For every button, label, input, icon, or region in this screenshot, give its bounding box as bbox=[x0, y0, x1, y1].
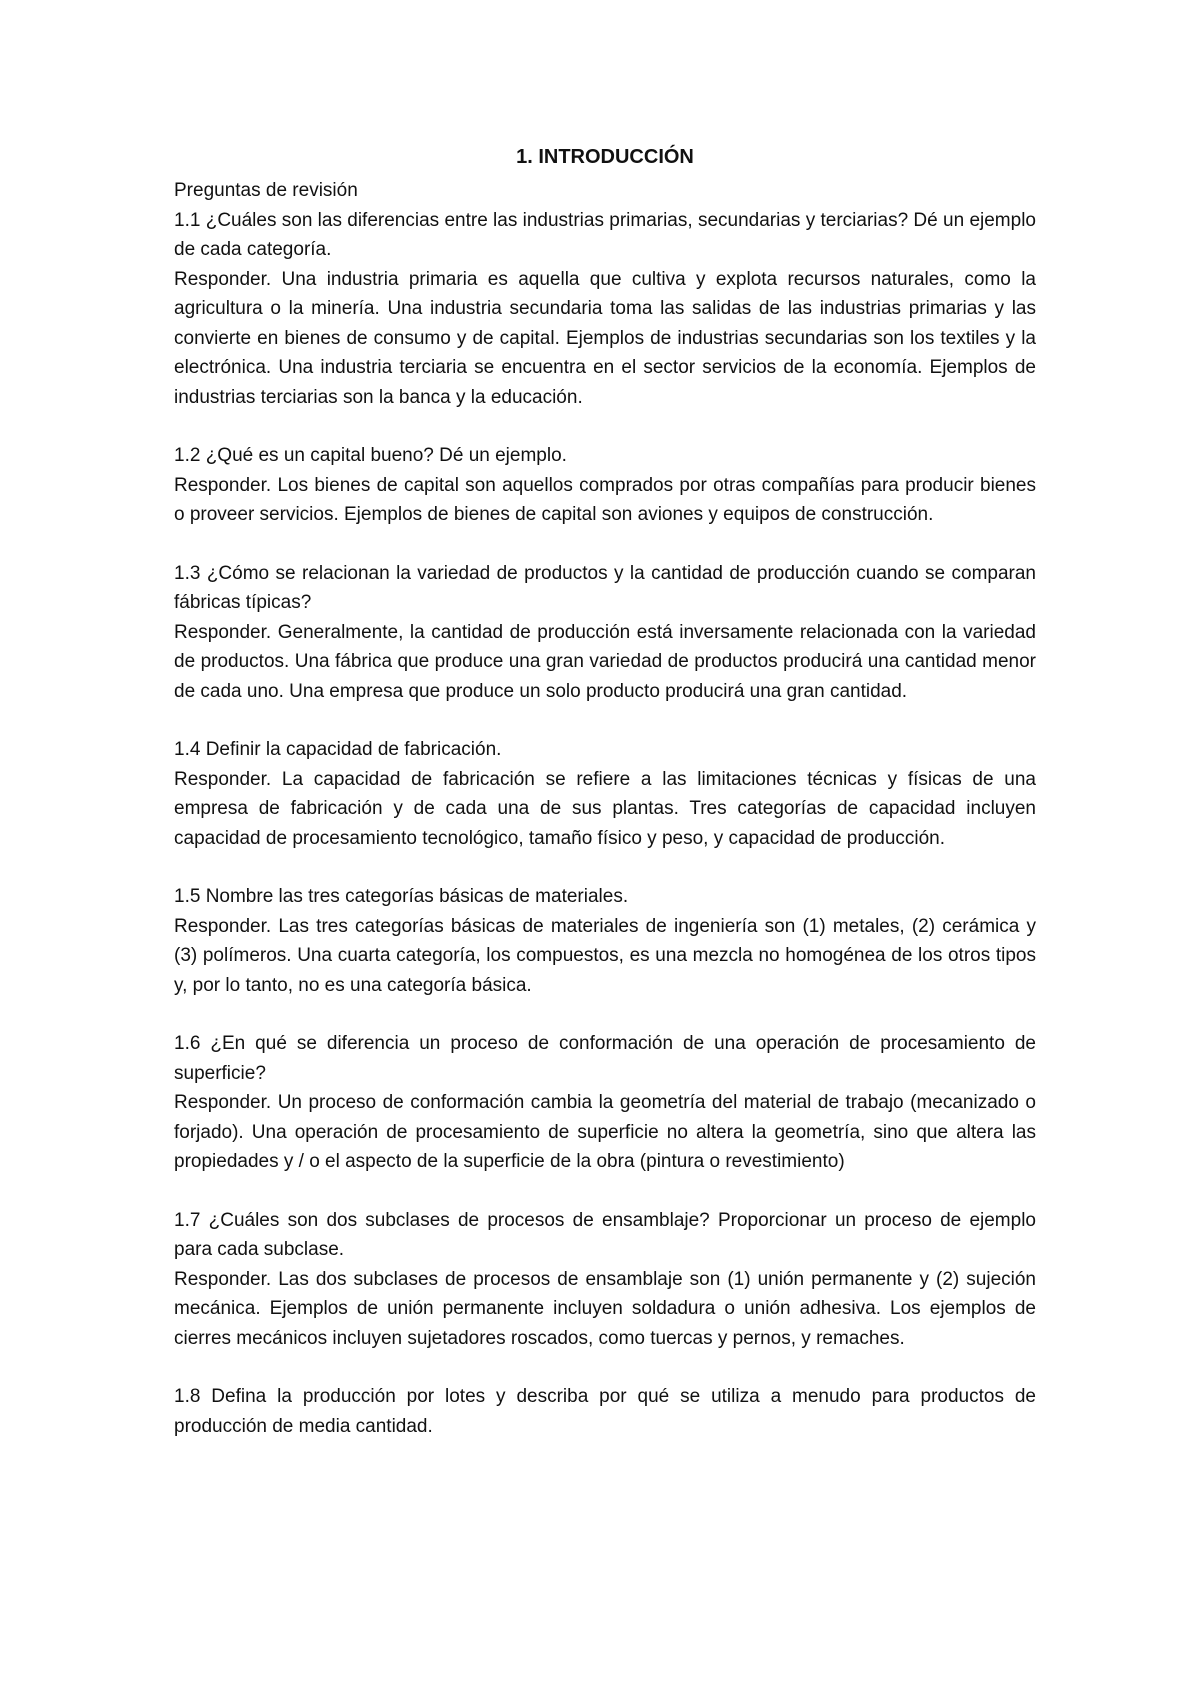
answer-text: Responder. Un proceso de conformación cambia la geometría del material de trabajo (mecanizado o forjado). Una operación de procesamiento de superficie no altera la geometría, sino que altera las propiedades y / o el aspecto de la superficie de la obra (pintura o revestimiento) bbox=[174, 1092, 1036, 1172]
question-text: 1.6 ¿En qué se diferencia un proceso de conformación de una operación de procesamiento de superficie? bbox=[174, 1033, 1036, 1084]
question-text: 1.1 ¿Cuáles son las diferencias entre las industrias primarias, secundarias y terciarias? Dé un ejemplo de cada categoría. bbox=[174, 209, 1036, 260]
question-block bbox=[174, 441, 1036, 530]
question-block bbox=[174, 559, 1036, 707]
answer-text: Responder. Las dos subclases de procesos de ensamblaje son (1) unión permanente y (2) sujeción mecánica. Ejemplos de unión permanente incluyen soldadura o unión adhesiva. Los ejemplos de cierres mecánicos incluyen sujetadores roscados, como tuercas y pernos, y remaches. bbox=[174, 1268, 1036, 1349]
document-body bbox=[174, 142, 1036, 1470]
question-block bbox=[174, 735, 1036, 853]
question-block bbox=[174, 1029, 1036, 1177]
answer-text: Responder. Generalmente, la cantidad de producción está inversamente relacionada con la variedad de productos. Una fábrica que produce una gran variedad de productos producirá una cantidad menor de cada uno. Una empresa que produce un solo producto producirá una gran cantidad. bbox=[174, 621, 1036, 702]
question-text: 1.2 ¿Qué es un capital bueno? Dé un ejemplo. bbox=[174, 445, 567, 466]
question-block bbox=[174, 1206, 1036, 1354]
answer-text: Responder. La capacidad de fabricación se refiere a las limitaciones técnicas y físicas de una empresa de fabricación y de cada una de sus plantas. Tres categorías de capacidad incluyen capacidad de procesamiento tecnológico, tamaño físico y peso, y capacidad de producción. bbox=[174, 768, 1036, 849]
question-text: 1.8 Defina la producción por lotes y describa por qué se utiliza a menudo para productos de producción de media cantidad. bbox=[174, 1386, 1036, 1437]
question-block bbox=[174, 206, 1036, 413]
question-block bbox=[174, 1382, 1036, 1441]
question-text: 1.7 ¿Cuáles son dos subclases de procesos de ensamblaje? Proporcionar un proceso de ejemplo para cada subclase. bbox=[174, 1209, 1036, 1260]
answer-text: Responder. Las tres categorías básicas de materiales de ingeniería son (1) metales, (2) cerámica y (3) polímeros. Una cuarta categoría, los compuestos, es una mezcla no homogénea de los otros tipos y, por lo tanto, no es una categoría básica. bbox=[174, 915, 1036, 996]
question-block bbox=[174, 882, 1036, 1000]
document-title: 1. INTRODUCCIÓN bbox=[516, 146, 694, 168]
answer-text: Responder. Una industria primaria es aquella que cultiva y explota recursos naturales, como la agricultura o la minería. Una industria secundaria toma las salidas de las industrias primarias y las convierte en bienes de consumo y de capital. Ejemplos de industrias secundarias son los textiles y la electrónica. Una industria terciaria se encuentra en el sector servicios de la economía. Ejemplos de industrias terciarias son la banca y la educación. bbox=[174, 268, 1036, 408]
question-text: 1.3 ¿Cómo se relacionan la variedad de productos y la cantidad de producción cuando se comparan fábricas típicas? bbox=[174, 562, 1036, 613]
answer-text: Responder. Los bienes de capital son aquellos comprados por otras compañías para producir bienes o proveer servicios. Ejemplos de bienes de capital son aviones y equipos de construcción. bbox=[174, 474, 1036, 525]
question-text: 1.4 Definir la capacidad de fabricación. bbox=[174, 739, 502, 760]
section-subtitle: Preguntas de revisión bbox=[174, 180, 358, 201]
question-text: 1.5 Nombre las tres categorías básicas de materiales. bbox=[174, 886, 629, 907]
